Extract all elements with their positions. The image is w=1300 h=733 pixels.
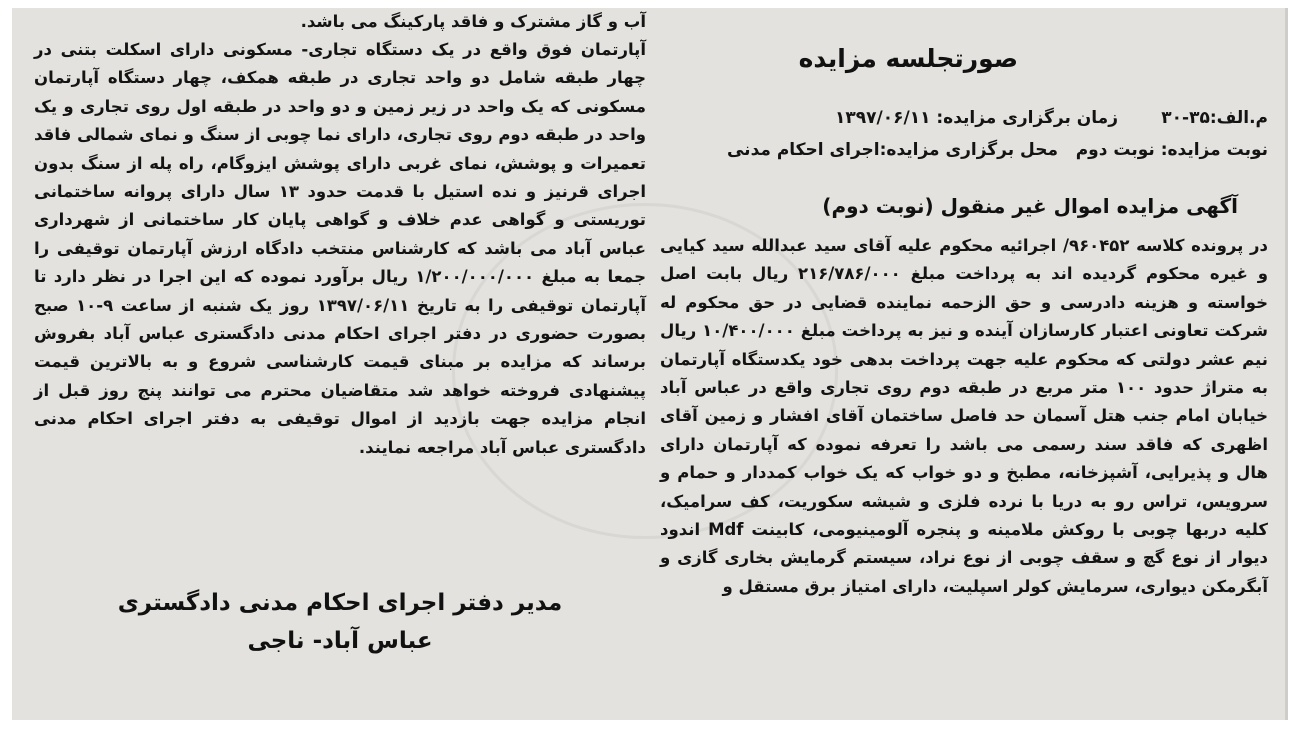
auction-place: محل برگزاری مزایده:اجرای احکام مدنی: [726, 140, 1058, 160]
reference-number: م.الف:۳۵-۳۰: [1161, 108, 1268, 128]
auction-round: نوبت مزایده: نوبت دوم: [1075, 140, 1268, 160]
left-body-text: آپارتمان فوق واقع در یک دستگاه تجاری- مسکونی دارای اسکلت بتنی در چهار طبقه شامل دو واحد تجاری در طبقه همکف، چهار دستگاه آپارتمان مسکونی که یک واحد در زیر زمین و دو واحد در طبقه اول روی تجاری و یک واحد در طبقه دوم روی تجاری، دارای نما چوبی از سنگ و نمای شمالی فاقد تعمیرات و پوشش، نمای غربی دارای پوشش ایزوگام، راه پله از سنگ بدون اجرای قرنیز و نده استیل با قدمت حدود ۱۳ سال دارای پروانه ساختمانی توریستی و گواهی عدم خلاف و گواهی پایان کار ساختمانی از شهرداری عباس آباد می باشد که کارشناس منتخب دادگاه ارزش آپارتمان توقیفی را جمعا به مبلغ ۱/۲۰۰/۰۰۰/۰۰۰ ریال برآورد نموده که این اجرا در نظر دارد تا آپارتمان توقیفی را به تاریخ ۱۳۹۷/۰۶/۱۱ روز یک شنبه از ساعت ۹-۱۰ صبح بصورت حضوری در دفتر اجرای احکام مدنی دادگستری عباس آباد بفروش برساند که مزایده بر مبنای قیمت کارشناسی شروع و به بالاترین قیمت پیشنهادی فروخته خواهد شد متقاضیان محترم می توانند پنج روز قبل از انجام مزایده جهت بازدید از اموال توقیفی به دفتر اجرای احکام مدنی دادگستری عباس آباد مراجعه نمایند.: [34, 40, 647, 457]
signature-name: عباس آباد- ناجی: [247, 628, 433, 654]
ad-title: آگهی مزایده اموال غیر منقول (نوبت دوم): [822, 194, 1238, 218]
auction-date: زمان برگزاری مزایده: ۱۳۹۷/۰۶/۱۱: [835, 108, 1118, 128]
right-body-text: در پرونده کلاسه ۹۶۰۴۵۲/ اجرائیه محکوم علیه آقای سید عبدالله سید کیایی و غیره محکوم گردیده اند به پرداخت مبلغ ۲۱۶/۷۸۶/۰۰۰ ریال بابت اصل خواسته و هزینه دادرسی و حق الزحمه نماینده قضایی در حق محکوم له شرکت تعاونی اعتبار کارسازان آینده و نیز به پرداخت مبلغ ۱۰/۴۰۰/۰۰۰ ریال نیم عشر دولتی که محکوم علیه جهت پرداخت بدهی خود یکدستگاه آپارتمان به متراژ حدود ۱۰۰ متر مربع در طبقه دوم روی تجاری واقع در عباس آباد خیابان امام جنب هتل آسمان حد فاصل ساختمان آقای افشار و زمین آقای اظهری که فاقد سند رسمی می باشد را تعرفه نموده که آپارتمان دارای هال و پذیرایی، آشپزخانه، مطبخ و دو خواب که یک خواب کمددار و حمام و سرویس، تراس رو به دریا با نرده فلزی و شیشه سکوریت، کف سرامیک، کلیه دربها چوبی با روکش ملامینه و پنجره آلومینیومی، کابینت Mdf اندود دیوار از نوع گچ و سقف چوبی از نوع نراد، سیستم گرمایش بخاری گازی و آبگرمکن دیواری، سرمایش کولر اسپلیت، دارای امتیاز برق مستقل و: [660, 236, 1269, 596]
signature-title: مدیر دفتر اجرای احکام مدنی دادگستری: [117, 590, 563, 616]
page-title: صورتجلسه مزایده: [798, 44, 1018, 73]
left-first-line: آب و گاز مشترک و فاقد پارکینگ می باشد.: [300, 12, 646, 31]
newspaper-clipping: [12, 8, 1288, 720]
